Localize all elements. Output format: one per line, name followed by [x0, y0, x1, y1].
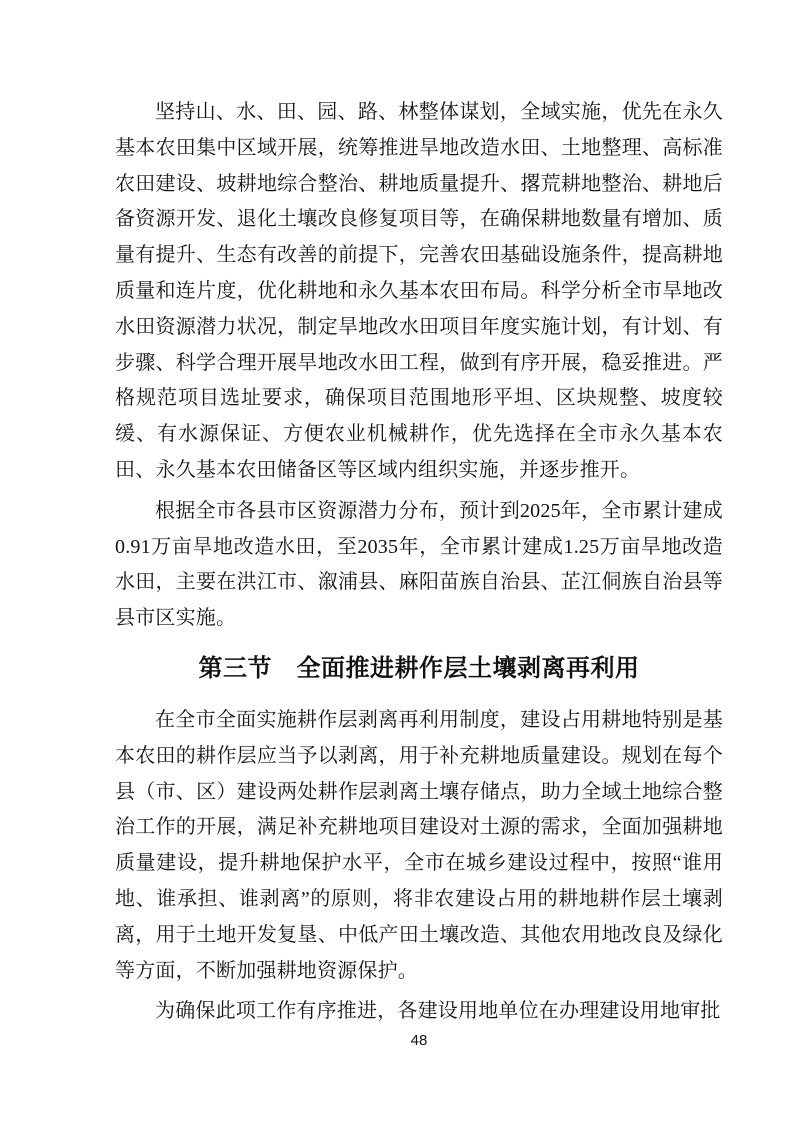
- body-paragraph-3: 在全市全面实施耕作层剥离再利用制度，建设占用耕地特别是基本农田的耕作层应当予以剥离，用于补充耕地质量建设。规划在每个县（市、区）建设两处耕作层剥离土壤存储点，助力全域土地综合整治工作的开展，满足补充耕地项目建设对土源的需求，全面加强耕地质量建设，提升耕地保护水平，全市在城乡建设过程中，按照“谁用地、谁承担、谁剥离”的原则，将非农建设占用的耕地耕作层土壤剥离，用于土地开发复垦、中低产田土壤改造、其他农用地改良及绿化等方面，不断加强耕地资源保护。: [115, 708, 723, 982]
- section-heading: 第三节 全面推进耕作层土壤剥离再利用: [198, 654, 640, 682]
- body-paragraph-2: 根据全市各县市区资源潜力分布，预计到2025年，全市累计建成0.91万亩旱地改造水田，至2035年，全市累计建成1.25万亩旱地改造水田，主要在洪江市、溆浦县、麻阳苗族自治县、芷江侗族自治县等县市区实施。: [115, 499, 723, 630]
- body-paragraph-1: 坚持山、水、田、园、路、林整体谋划，全域实施，优先在永久基本农田集中区域开展，统筹推进旱地改造水田、土地整理、高标准农田建设、坡耕地综合整治、耕地质量提升、撂荒耕地整治、耕地后备资源开发、退化土壤改良修复项目等，在确保耕地数量有增加、质量有提升、生态有改善的前提下，完善农田基础设施条件，提高耕地质量和连片度，优化耕地和永久基本农田布局。科学分析全市旱地改水田资源潜力状况，制定旱地改水田项目年度实施计划，有计划、有步骤、科学合理开展旱地改水田工程，做到有序开展，稳妥推进。严格规范项目选址要求，确保项目范围地形平坦、区块规整、坡度较缓、有水源保证、方便农业机械耕作，优先选择在全市永久基本农田、永久基本农田储备区等区域内组织实施，并逐步推开。: [115, 101, 723, 481]
- body-paragraph-4: 为确保此项工作有序推进，各建设用地单位在办理建设用地审批: [155, 1000, 721, 1023]
- page-footer: [115, 1032, 723, 1049]
- page-number: 48: [410, 1032, 428, 1049]
- page-text-block: [115, 95, 723, 1030]
